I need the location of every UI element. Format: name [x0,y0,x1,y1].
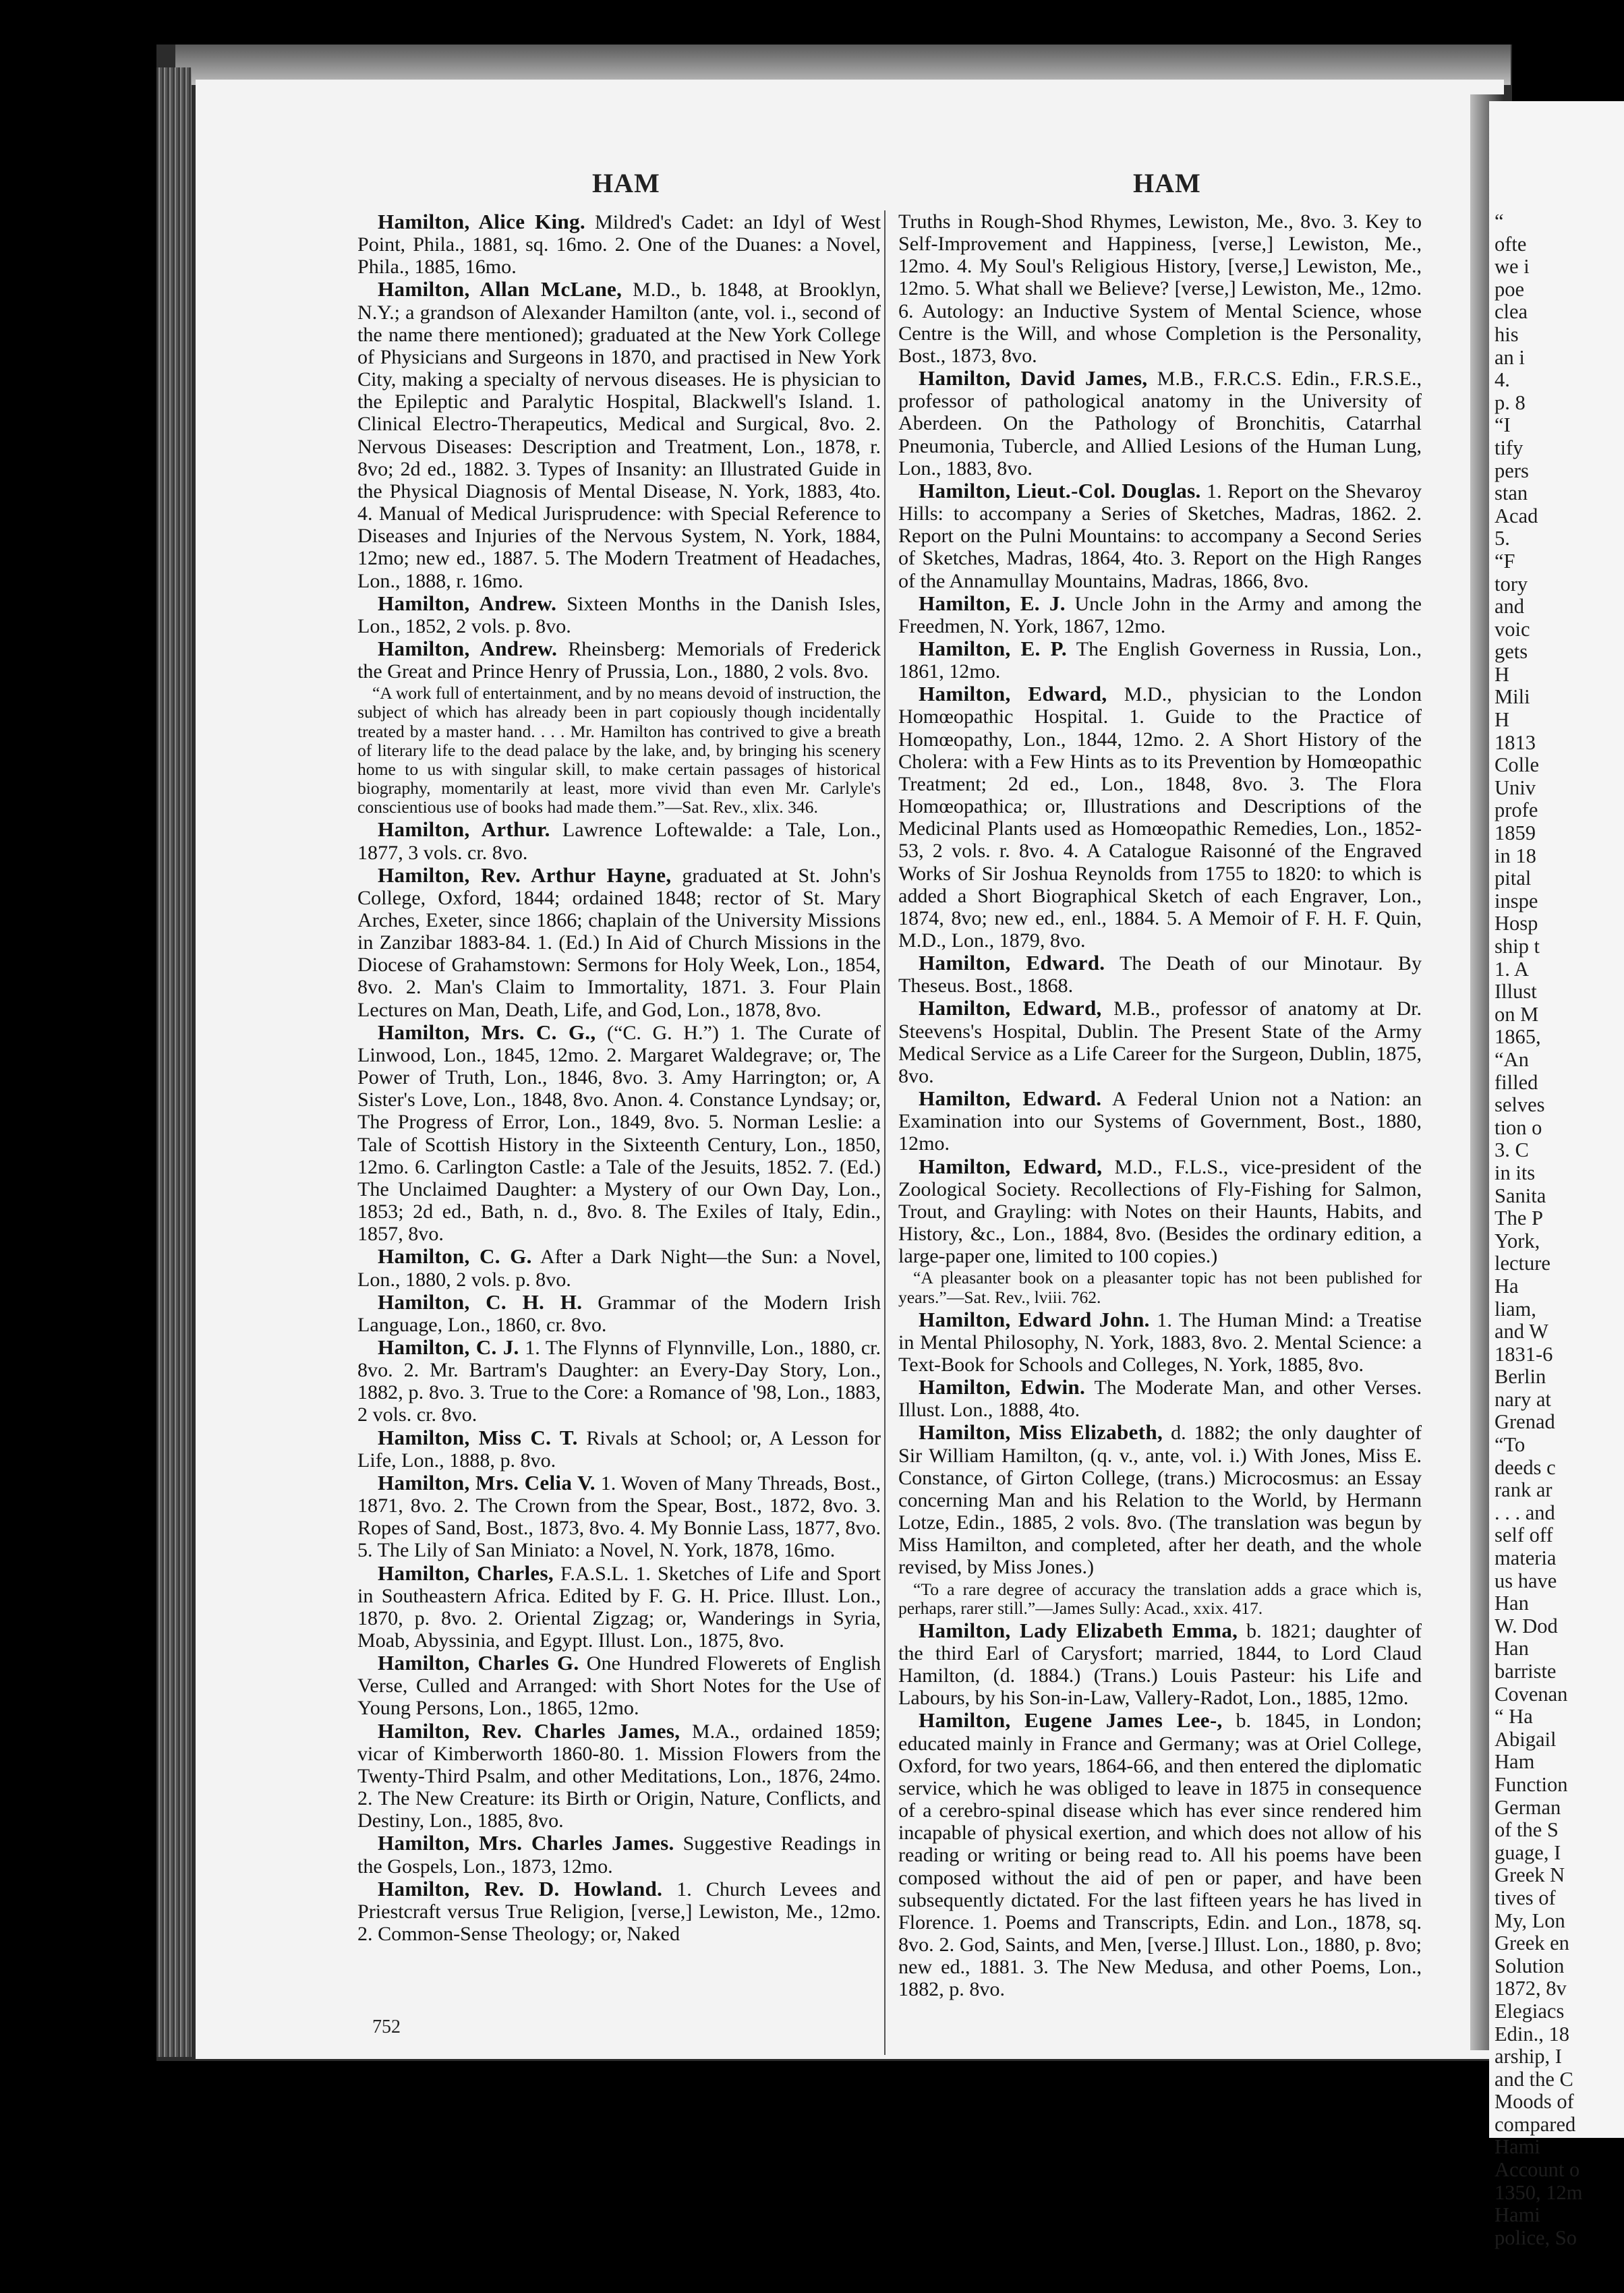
entry-text: The Moderate Man, and other Verses. Illust. Lon., 1888, 4to. [898,1376,1422,1422]
facing-page-fragment: in its [1495,1161,1536,1184]
facing-page-fragment: 1831-6 [1495,1343,1553,1366]
facing-page-fragment: 4. [1495,369,1510,392]
facing-page-fragment: “I [1495,414,1511,437]
bibliography-entry [898,683,1422,952]
entry-text: 1. Church Levees and Priestcraft versus True Religion, [verse,] Lewiston, Me., 12mo. 2. Common-Sense Theology; or, Naked [357,1877,881,1946]
facing-page-fragment: clea [1495,301,1528,324]
facing-page-fragment: tify [1495,436,1524,459]
entry-text: graduated at St. John's College, Oxford, 1844; ordained 1848; rector of St. Mary Arches, Exeter, since 1866; chaplain of the University Missions in Zanzibar 1883-84. 1. (Ed.) In Aid of Church Missions in the Diocese of Grahamstown: Sermons for Holy Week, Lon., 1854, 8vo. 2. Man's Claim to Immortality, 1871. 3. Four Plain Lectures on Man, Death, Life, and God, Lon., 1878, 8vo. [357,863,881,1021]
facing-page-fragment: Hami [1495,2204,1540,2227]
column-divider [884,210,886,2055]
facing-page-fragment: p. 8 [1495,391,1526,414]
right-column [898,210,1422,2001]
entry-author-name: Hamilton, Edward. [919,1086,1102,1111]
facing-page-fragment: German [1495,1796,1561,1819]
bibliography-entry [357,592,881,637]
entry-text: M.B., F.R.C.S. Edin., F.R.S.E., professor of pathological anatomy in the University of Aberdeen. On the Pathology of Bronchitis, Catarrhal Pneumonia, Tubercle, and Allied Lesions of the Human Lung, Lon., 1883, 8vo. [898,367,1422,480]
facing-page-fragment: “ [1495,210,1504,233]
facing-page-fragment: My, Lon [1495,1909,1565,1932]
facing-page-fragment: 1350, 12m [1495,2181,1583,2204]
facing-page-fragment: Function [1495,1773,1568,1796]
entry-text: The Death of our Minotaur. By Theseus. Bost., 1868. [898,952,1422,997]
facing-page-fragment: Berlin [1495,1366,1546,1389]
entry-author-name: Hamilton, Edward John. [919,1307,1150,1331]
bibliography-entry [357,818,881,863]
entry-text: After a Dark Night—the Sun: a Novel, Lon., 1880, 2 vols. p. 8vo. [357,1245,881,1291]
entry-author-name: Hamilton, Rev. Charles James, [378,1718,680,1743]
page-top-edge [175,45,1511,85]
bibliography-entry [898,592,1422,637]
bibliography-entry [357,1562,881,1652]
entry-author-name: Hamilton, E. P. [919,636,1067,660]
entry-text: 1. Report on the Shevaroy Hills: to accompany a Series of Sketches, Madras, 1862. 2. Report on the Pulni Mountains: to accompany a Second Series of Sketches, Madras, 1864, 4to. 3. Report on the High Ranges of the Annamullay Mountains, Madras, 1866, 8vo. [898,479,1422,592]
facing-page-fragment: Grenad [1495,1411,1555,1434]
bibliography-entry [357,1472,881,1562]
entry-author-name: Hamilton, E. J. [919,591,1066,615]
facing-page-fragment: Greek N [1495,1864,1565,1887]
entry-author-name: Hamilton, Edward, [919,1154,1103,1178]
entry-text: M.D., physician to the London Homœopathic Hospital. 1. Guide to the Practice of Homœopathy, Lon., 1844, 12mo. 2. A Short History of the Cholera: with a Few Hints as to its Prevention by Homœopathic Treatment; 2d ed., Lon., 1848, 8vo. 3. The Flora Homœopathica; or, Illustrations and Descriptions of the Medicinal Plants used as Homœopathic Remedies, Lon., 1852-53, 2 vols. r. 8vo. 4. A Catalogue Raisonné of the Engraved Works of Sir Joshua Reynolds from 1755 to 1820: to which is added a Short Biographical Sketch of each Engraver, Lon., 1874, 8vo; new ed., enl., 1884. 5. A Memoir of F. H. F. Quin, M.D., Lon., 1879, 8vo. [898,683,1422,952]
entry-author-name: Hamilton, C. G. [378,1244,532,1269]
entry-author-name: Hamilton, C. J. [378,1335,519,1359]
facing-page-fragment: tion o [1495,1116,1542,1139]
facing-page-fragment: Account o [1495,2159,1580,2182]
entry-text: Sixteen Months in the Danish Isles, Lon., 1852, 2 vols. p. 8vo. [357,591,881,637]
facing-page-fragment: an i [1495,346,1525,369]
bibliography-entry [357,1245,881,1290]
entry-author-name: Hamilton, Alice King. [378,210,585,233]
left-column [357,210,881,1945]
facing-page-fragment: arship, I [1495,2045,1562,2068]
bibliography-entry [898,210,1422,367]
facing-page-fragment: selves [1495,1094,1545,1117]
entry-author-name: Hamilton, Edwin. [919,1375,1086,1399]
bibliography-entry [357,1336,881,1426]
entry-text: b. 1845, in London; educated mainly in France and Germany; was at Oriel College, Oxford, for two years, 1864-66, and then entered the diplomatic service, which he was obliged to leave in 1875 in consequence of a cerebro-spinal disease which has ever since rendered him incapable of physical exertion, and which does not allow of his reading or writing or being read to. All his poems have been composed without the aid of pen or paper, and have been subsequently dictated. For the last fifteen years he has lived in Florence. 1. Poems and Transcripts, Edin. and Lon., 1878, sq. 8vo. 2. God, Saints, and Men, [verse.] Illust. Lon., 1880, p. 8vo; new ed., 1881. 3. The New Medusa, and other Poems, Lon., 1882, p. 8vo. [898,1709,1422,2001]
entry-text: (“C. G. H.”) 1. The Curate of Linwood, Lon., 1845, 12mo. 2. Margaret Waldegrave; or, The Power of Truth, Lon., 1846, 8vo. 3. Amy Harrington; or, A Sister's Love, Lon., 1848, 8vo. Anon. 4. Constance Lyndsay; or, The Progress of Error, Lon., 1849, 8vo. 5. Norman Leslie: a Tale of Scottish History in the Sixteenth Century, Lon., 1850, 12mo. 6. Carlington Castle: a Tale of the Jesuits, 1852. 7. (Ed.) The Unclaimed Daughter: a Mystery of our Own Day, Lon., 1853; 2d ed., Bath, n. d., 8vo. 8. The Exiles of Italy, Edin., 1857, 8vo. [357,1020,881,1246]
bibliography-entry [357,1652,881,1719]
running-head-right: HAM [1133,168,1201,198]
bibliography-entry [357,1878,881,1945]
facing-page-fragment: Illust [1495,981,1537,1004]
facing-page-fragment: 1. A [1495,958,1529,981]
facing-page-fragment: poe [1495,278,1525,301]
bibliography-entry [357,1832,881,1877]
facing-page-fragment: ship t [1495,935,1540,958]
facing-page-fragment: and [1495,596,1525,618]
facing-page-fragment: guage, I [1495,1841,1561,1864]
entry-text: d. 1882; the only daughter of Sir William Hamilton, (q. v., ante, vol. i.) With Jones, Miss E. Constance, of Girton College, (trans.) Microcosmus: an Essay concerning Man and his Relation to the World, by Hermann Lotze, Edin., 1885, 2 vols. 8vo. (The translation was begun by Miss Hamilton, and completed, after her death, and the whole revised, by Miss Jones.) [898,1421,1422,1579]
review-quote: “To a rare degree of accuracy the translation adds a grace which is, perhaps, rarer still.”—James Sully: Acad., xxix. 417. [898,1579,1422,1618]
bibliography-entry [898,1308,1422,1376]
facing-page-fragment: his [1495,323,1519,346]
facing-page-fragment: Greek en [1495,1932,1569,1955]
facing-page-fragment: ofte [1495,233,1527,256]
facing-page-fragment: stan [1495,482,1528,505]
entry-text: Rivals at School; or, A Lesson for Life, Lon., 1888, p. 8vo. [357,1426,881,1472]
facing-page-fragment: voic [1495,618,1530,641]
entry-text: 1. The Human Mind: a Treatise in Mental Philosophy, N. York, 1883, 8vo. 2. Mental Science: a Text-Book for Schools and Colleges, N. York, 1885, 8vo. [898,1308,1422,1376]
facing-page-fragment: Han [1495,1637,1529,1660]
facing-page-fragment: rank ar [1495,1479,1553,1502]
book-binding [156,67,192,2057]
bibliography-entry [357,1291,881,1336]
bibliography-entry [898,637,1422,683]
entry-author-name: Hamilton, Lieut.-Col. Douglas. [919,478,1201,502]
facing-page-fragment: Hami [1495,2136,1540,2159]
bibliography-entry [357,637,881,683]
bibliography-entry [357,1021,881,1246]
bibliography-entry [357,210,881,278]
facing-page-fragment: 1872, 8v [1495,1977,1567,2000]
entry-author-name: Hamilton, Charles, [378,1561,554,1585]
facing-page-fragment: Solution [1495,1954,1565,1977]
facing-page-fragment: and W [1495,1320,1548,1343]
facing-page-fragment: of the S [1495,1819,1559,1842]
facing-page-fragment: inspe [1495,890,1538,912]
entry-author-name: Hamilton, Miss Elizabeth, [919,1420,1163,1445]
facing-page-fragment: W. Dod [1495,1615,1558,1637]
entry-text: F.A.S.L. 1. Sketches of Life and Sport in Southeastern Africa. Edited by F. G. H. Price. Illust. Lon., 1870, p. 8vo. 2. Oriental Zigzag; or, Wanderings in Syria, Moab, Abyssinia, and Egypt. Illust. Lon., 1875, 8vo. [357,1561,881,1652]
facing-page-fragment: Hosp [1495,912,1538,935]
bibliography-entry [898,1709,1422,2000]
entry-author-name: Hamilton, Arthur. [378,817,550,842]
bibliography-entry [357,278,881,591]
facing-page-fragment: pital [1495,867,1532,890]
facing-page-fragment: self off [1495,1524,1553,1547]
facing-page-fragment: “ Ha [1495,1706,1533,1729]
facing-page-fragment: Elegiacs [1495,2000,1565,2023]
review-quote: “A work full of entertainment, and by no means devoid of instruction, the subject of which has already been in part copiously though incidentally treated by a master hand. . . . Mr. Hamilton has contrived to give a breath of literary life to the dead palace by the lake, and, by bringing his scenery home to us with singular skill, to make certain passages of historical biography, momentarily at least, more vivid than even Mr. Carlyle's conscientious use of books had made them.”—Sat. Rev., xlix. 346. [357,683,881,817]
facing-page-fragment: materia [1495,1547,1557,1570]
entry-author-name: Hamilton, Rev. D. Howland. [378,1876,663,1900]
entry-author-name: Hamilton, Allan McLane, [378,277,622,301]
bibliography-entry [357,1426,881,1472]
facing-page-fragment: nary at [1495,1388,1551,1411]
entry-text: Lawrence Loftewalde: a Tale, Lon., 1877, 3 vols. cr. 8vo. [357,818,881,864]
entry-author-name: Hamilton, Mrs. Charles James. [378,1831,674,1855]
entry-text: One Hundred Flowerets of English Verse, Culled and Arranged: with Short Notes for the Use of Young Persons, Lon., 1865, 12mo. [357,1652,881,1720]
facing-page-fragment: profe [1495,799,1538,822]
facing-page-fragment: H [1495,663,1510,686]
facing-page-fragment: Sanita [1495,1184,1546,1207]
facing-page-fragment: deeds c [1495,1456,1556,1479]
entry-author-name: Hamilton, Edward, [919,996,1102,1020]
entry-text: M.D., b. 1848, at Brooklyn, N.Y.; a grandson of Alexander Hamilton (ante, vol. i., second of the name there mentioned); graduated at the New York College of Physicians and Surgeons in 1870, and practised in New York City, making a specialty of nervous diseases. He is physician to the Epileptic and Paralytic Hospital, Blackwell's Island. 1. Clinical Electro-Therapeutics, Medical and Surgical, 8vo. 2. Nervous Diseases: Description and Treatment, Lon., 1878, r. 8vo; 2d ed., 1882. 3. Types of Insanity: an Illustrated Guide in the Physical Diagnosis of Mental Disease, N. York, 1883, 4to. 4. Manual of Medical Jurisprudence: with Special Reference to Diseases and Injuries of the Nervous System, N. York, 1884, 12mo; new ed., 1887. 5. The Modern Treatment of Headaches, Lon., 1888, r. 16mo. [357,278,881,592]
review-quote: “A pleasanter book on a pleasanter topic has not been published for years.”—Sat. Rev., lviii. 762. [898,1268,1422,1307]
entry-author-name: Hamilton, Eugene James Lee-, [919,1708,1223,1733]
facing-page-fragment: liam, [1495,1298,1536,1320]
facing-page-fragment: “An [1495,1048,1529,1071]
facing-page-fragment: H [1495,709,1510,732]
facing-page-fragment: compared [1495,2113,1576,2136]
entry-author-name: Hamilton, Miss C. T. [378,1425,578,1449]
entry-author-name: Hamilton, Andrew. [378,591,557,615]
facing-page-fragment: 1813 [1495,731,1536,754]
entry-author-name: Hamilton, Mrs. Celia V. [378,1470,596,1494]
bibliography-entry [898,1087,1422,1155]
entry-author-name: Hamilton, Mrs. C. G., [378,1020,596,1044]
page-number: 752 [372,2016,401,2037]
facing-page-fragment: filled [1495,1071,1538,1094]
bibliography-entry [357,864,881,1021]
facing-page-fragment: we i [1495,256,1530,279]
facing-page-fragment: “To [1495,1434,1526,1457]
facing-page-fragment: and the C [1495,2068,1573,2091]
facing-page-fragment: The P [1495,1207,1544,1230]
entry-author-name: Hamilton, Lady Elizabeth Emma, [919,1618,1238,1642]
facing-page-fragment: in 18 [1495,844,1536,867]
bibliography-entry [898,1155,1422,1268]
entry-text: 1. The Flynns of Flynnville, Lon., 1880, cr. 8vo. 2. Mr. Bartram's Daughter: an Every-Day Story, Lon., 1882, p. 8vo. 3. True to the Core: a Romance of '98, Lon., 1883, 2 vols. cr. 8vo. [357,1335,881,1426]
facing-page-fragment: 1859 [1495,822,1536,845]
facing-page-fragment: Acad [1495,504,1538,527]
facing-page-fragment: 1865, [1495,1026,1541,1049]
facing-page-fragment: tives of [1495,1886,1556,1909]
entry-text: Suggestive Readings in the Gospels, Lon., 1873, 12mo. [357,1832,881,1878]
facing-page-fragment: Ha [1495,1275,1519,1298]
facing-page-fragment: Univ [1495,776,1536,799]
entry-author-name: Hamilton, C. H. H. [378,1289,583,1314]
facing-page-fragment: Moods of [1495,2091,1574,2114]
facing-page-fragment: Covenan [1495,1683,1568,1706]
facing-page-fragment: Edin., 18 [1495,2023,1569,2045]
facing-page-fragment: Han [1495,1592,1529,1615]
bibliography-entry [357,1720,881,1832]
facing-page-fragment: barriste [1495,1660,1557,1683]
facing-page-fragment: police, So [1495,2226,1577,2249]
bibliography-entry [898,1376,1422,1421]
bibliography-entry [898,1619,1422,1710]
entry-text: Grammar of the Modern Irish Language, Lon., 1860, cr. 8vo. [357,1290,881,1336]
entry-author-name: Hamilton, Edward. [919,951,1105,975]
entry-text: Mildred's Cadet: an Idyl of West Point, Phila., 1881, sq. 16mo. 2. One of the Duanes: a Novel, Phila., 1885, 16mo. [357,210,881,279]
entry-text: Uncle John in the Army and among the Freedmen, N. York, 1867, 12mo. [898,591,1422,637]
facing-page-fragment: on M [1495,1003,1539,1026]
entry-text: A Federal Union not a Nation: an Examination into our Systems of Government, Bost., 1880, 12mo. [898,1087,1422,1155]
bibliography-entry [898,367,1422,480]
facing-page-fragment: tory [1495,573,1528,596]
facing-page-fragment: Ham [1495,1751,1535,1774]
entry-text: M.B., professor of anatomy at Dr. Steevens's Hospital, Dublin. The Present State of the Army Medical Service as a Life Career for the Surgeon, Dublin, 1875, 8vo. [898,997,1422,1087]
entry-text: M.D., F.L.S., vice-president of the Zoological Society. Recollections of Fly-Fishing for Salmon, Trout, and Grayling: with Notes on their Haunts, Habits, and History, &c., Lon., 1884, 8vo. (Besides the ordinary edition, a large-paper one, limited to 100 copies.) [898,1155,1422,1268]
facing-page-fragment: 3. C [1495,1139,1529,1162]
entry-author-name: Hamilton, Charles G. [378,1651,579,1675]
facing-page-fragment: us have [1495,1569,1557,1592]
facing-page-fragment: Colle [1495,754,1540,777]
entry-text: b. 1821; daughter of the third Earl of Carysfort; married, 1844, to Lord Claud Hamilton, (d. 1884.) (Trans.) Louis Pasteur: his Life and Labours, by his Son-in-Law, Vallery-Radot, Lon., 1885, 12mo. [898,1619,1422,1710]
entry-text: M.A., ordained 1859; vicar of Kimberworth 1860-80. 1. Mission Flowers from the Twenty-Third Psalm, and other Meditations, Lon., 1876, 24mo. 2. The New Creature: its Birth or Origin, Nature, Conflicts, and Destiny, Lon., 1885, 8vo. [357,1719,881,1832]
bibliography-entry [898,480,1422,592]
entry-author-name: Hamilton, Andrew. [378,636,558,660]
facing-page-fragment: lecture [1495,1252,1550,1275]
facing-page-fragment: . . . and [1495,1501,1555,1524]
entry-text: Rheinsberg: Memorials of Frederick the Great and Prince Henry of Prussia, Lon., 1880, 2 vols. 8vo. [357,637,881,683]
bibliography-entry [898,1421,1422,1578]
facing-page-fragment: Mili [1495,686,1530,709]
facing-page-fragment: pers [1495,459,1529,482]
entry-author-name: Hamilton, Rev. Arthur Hayne, [378,863,672,887]
facing-page-fragment: York, [1495,1229,1540,1252]
facing-page-text-fragments [1495,210,1623,2249]
running-head-left: HAM [592,168,660,198]
facing-page-fragment: 5. [1495,527,1510,550]
facing-page-fragment: “F [1495,550,1515,573]
bibliography-entry [898,997,1422,1087]
entry-text: The English Governess in Russia, Lon., 1861, 12mo. [898,637,1422,683]
entry-text: 1. Woven of Many Threads, Bost., 1871, 8vo. 2. The Crown from the Spear, Bost., 1872, 8vo. 3. Ropes of Sand, Bost., 1873, 8vo. 4. My Bonnie Lass, 1877, 8vo. 5. The Lily of San Miniato: a Novel, N. York, 1878, 16mo. [357,1471,881,1562]
entry-author-name: Hamilton, Edward, [919,682,1107,706]
facing-page-fragment: gets [1495,641,1528,664]
entry-author-name: Hamilton, David James, [919,366,1148,390]
entry-text: Truths in Rough-Shod Rhymes, Lewiston, Me., 8vo. 3. Key to Self-Improvement and Happiness, [verse,] Lewiston, Me., 12mo. 4. My Soul's Religious History, [verse,] Lewiston, Me., 12mo. 5. What shall we Believe? [verse,] Lewiston, Me., 12mo. 6. Autology: an Inductive System of Mental Science, whose Centre is the Will, and whose Completion is the Personality, Bost., 1873, 8vo. [898,210,1422,367]
facing-page-fragment: Abigail [1495,1728,1557,1751]
bibliography-entry [898,952,1422,997]
